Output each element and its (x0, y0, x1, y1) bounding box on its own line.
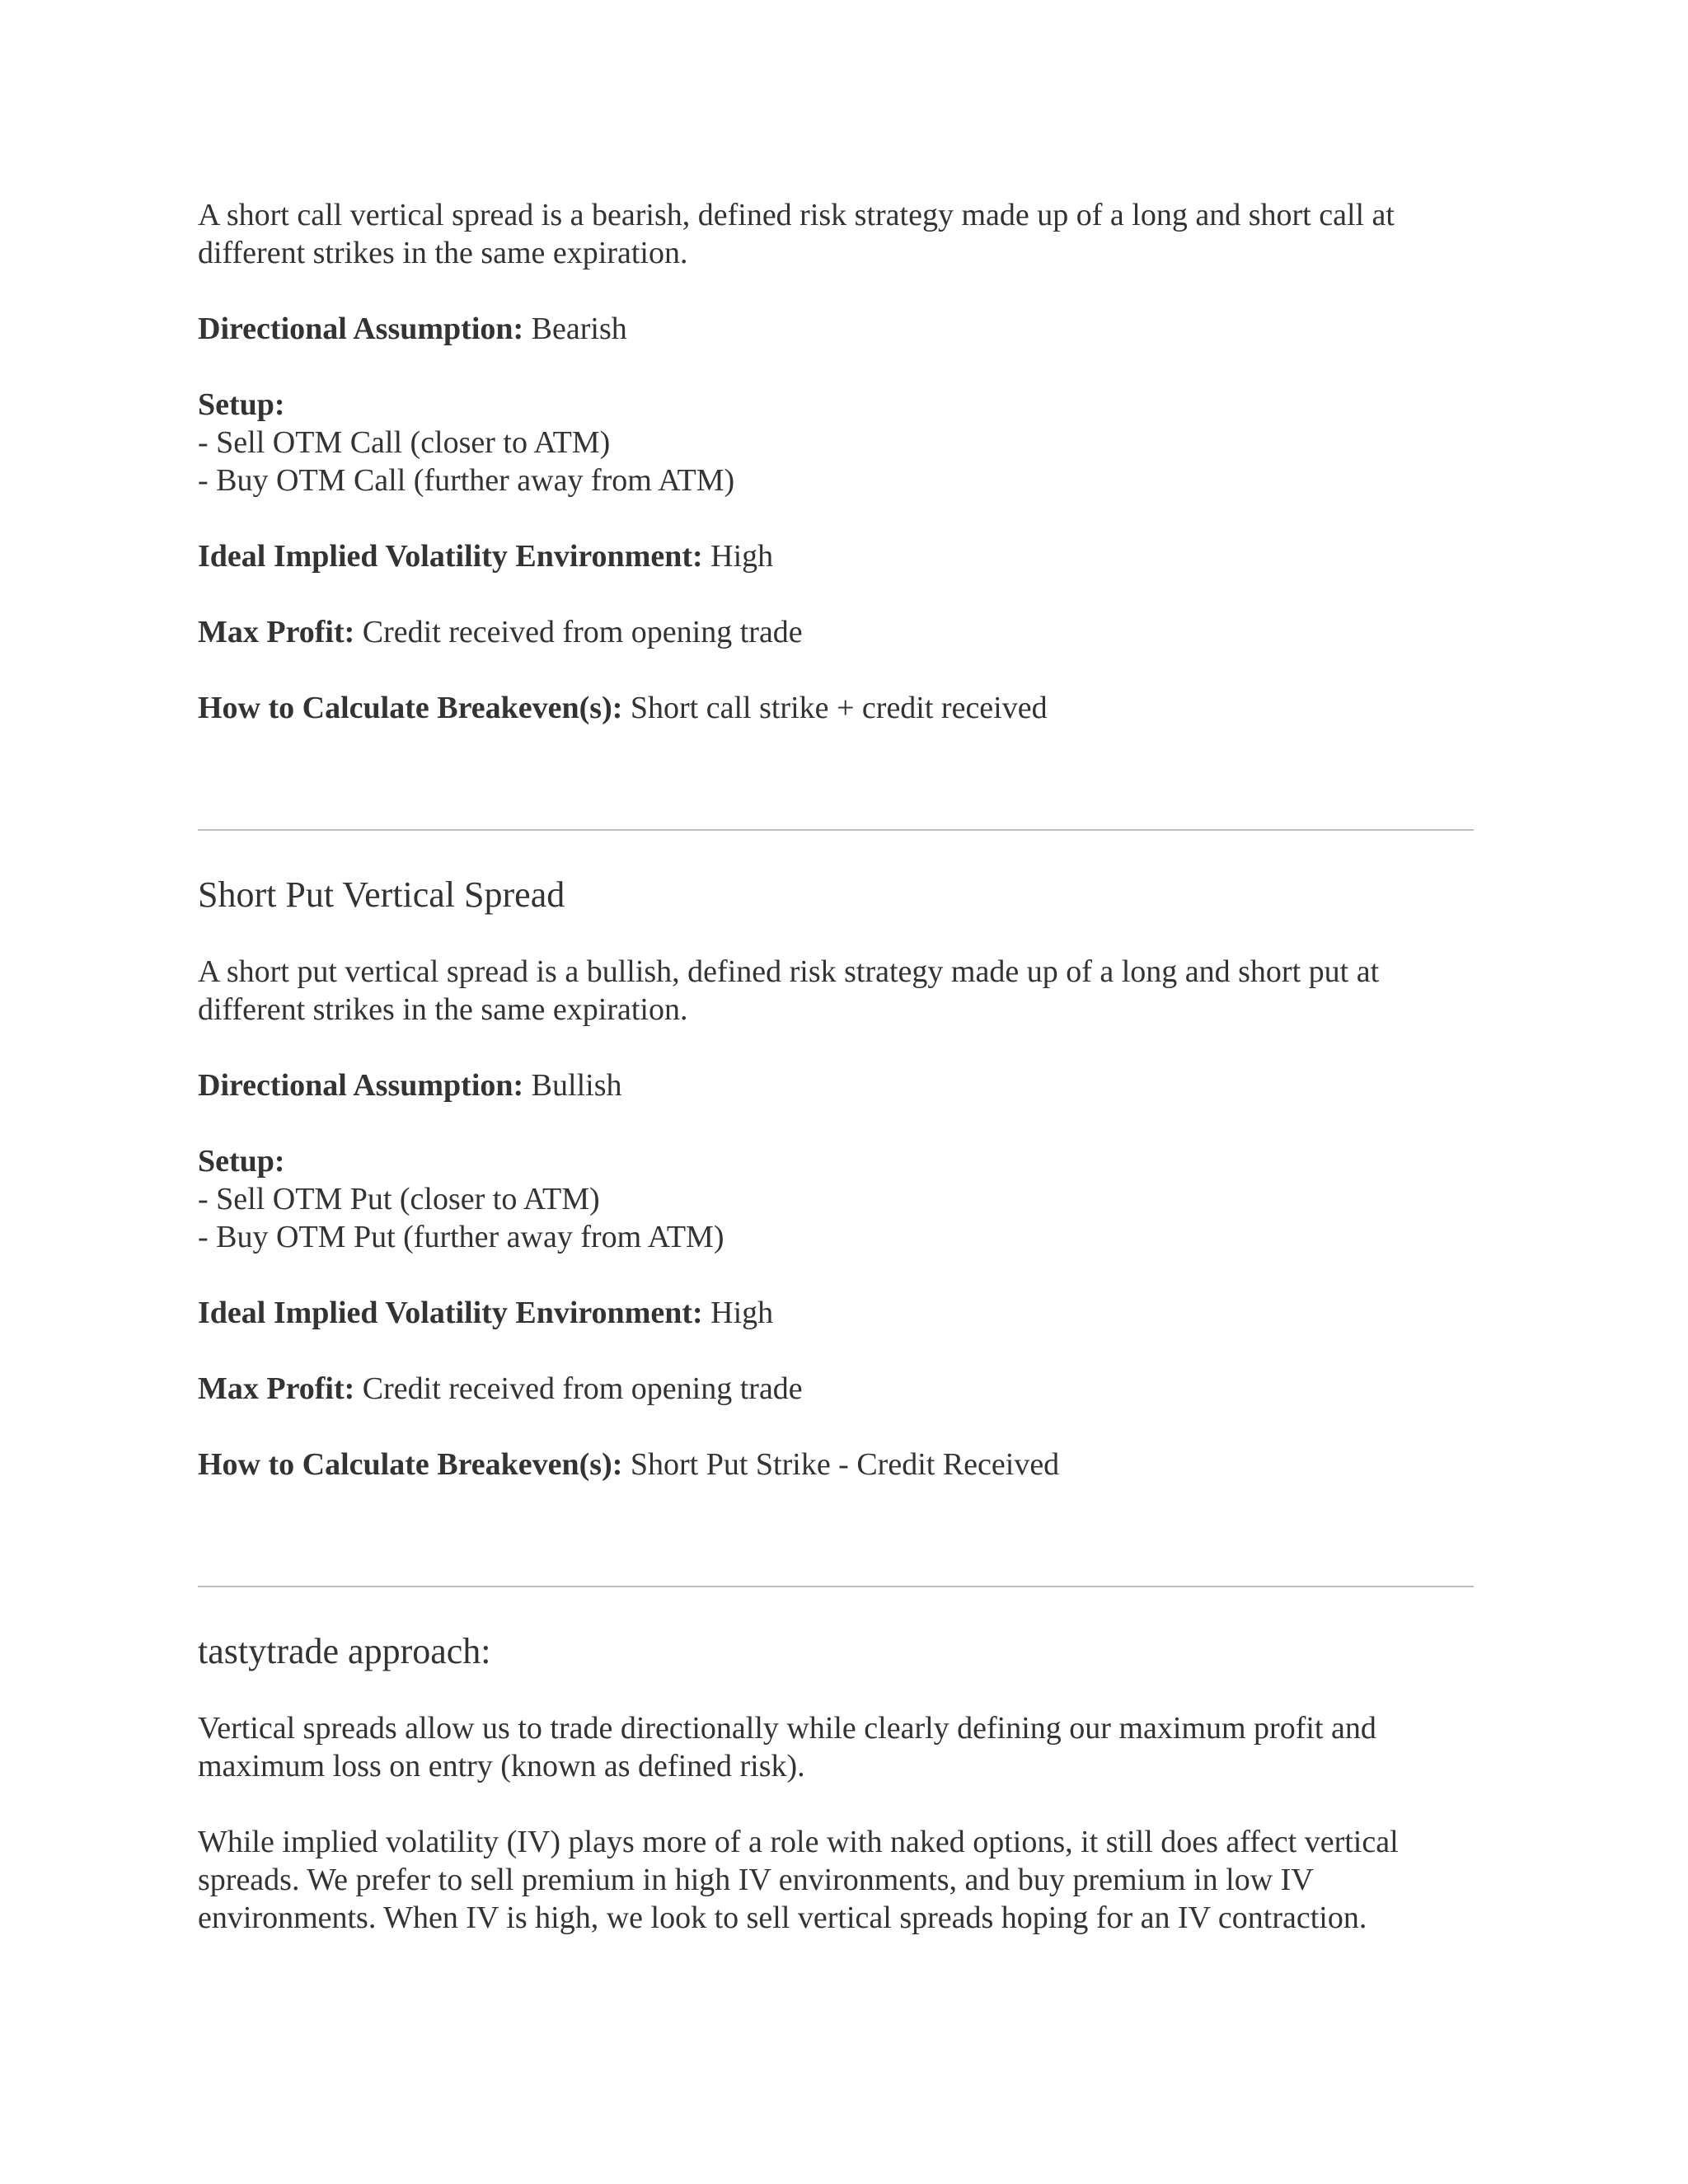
directional-assumption-row (198, 310, 1474, 348)
setup-item: - Buy OTM Call (further away from ATM) (198, 463, 735, 498)
approach-paragraph: While implied volatility (IV) plays more of a role with naked options, it still does affect vertical spreads. We prefer to sell premium in high IV environments, and buy premium in low IV environments. When IV is high, we look to sell vertical spreads hoping for an IV contraction. (198, 1825, 1399, 1935)
breakeven-row (198, 1446, 1474, 1483)
approach-paragraph: Vertical spreads allow us to trade directionally while clearly defining our maximum profit and maximum loss on entry (known as defined risk). (198, 1711, 1376, 1783)
directional-assumption-row (198, 1066, 1474, 1104)
max-profit-label: Max Profit: (198, 1371, 355, 1406)
document-body (198, 196, 1474, 1937)
breakeven-label: How to Calculate Breakeven(s): (198, 691, 623, 725)
setup-item: - Sell OTM Put (closer to ATM) (198, 1182, 600, 1216)
setup-label: Setup: (198, 387, 285, 422)
setup-item: - Sell OTM Call (closer to ATM) (198, 425, 611, 460)
breakeven-row (198, 689, 1474, 727)
breakeven-value: Short call strike + credit received (622, 691, 1048, 725)
setup-item: - Buy OTM Put (further away from ATM) (198, 1220, 724, 1254)
iv-environment-value: High (702, 1296, 774, 1330)
directional-assumption-value: Bearish (523, 312, 627, 346)
max-profit-row (198, 1370, 1474, 1408)
max-profit-row (198, 613, 1474, 651)
iv-environment-label: Ideal Implied Volatility Environment: (198, 1296, 703, 1330)
iv-environment-label: Ideal Implied Volatility Environment: (198, 539, 703, 574)
iv-environment-row (198, 1294, 1474, 1332)
directional-assumption-label: Directional Assumption: (198, 312, 524, 346)
directional-assumption-value: Bullish (523, 1068, 622, 1103)
breakeven-label: How to Calculate Breakeven(s): (198, 1447, 623, 1482)
max-profit-value: Credit received from opening trade (354, 615, 803, 649)
iv-environment-value: High (702, 539, 774, 574)
iv-environment-row (198, 537, 1474, 575)
max-profit-value: Credit received from opening trade (354, 1371, 803, 1406)
short-call-intro: A short call vertical spread is a bearish, defined risk strategy made up of a long and short call at different strikes in the same expiration. (198, 198, 1395, 270)
max-profit-label: Max Profit: (198, 615, 355, 649)
section-heading-tastytrade-approach: tastytrade approach: (198, 1631, 491, 1671)
short-put-intro: A short put vertical spread is a bullish, defined risk strategy made up of a long and short put at different strikes in the same expiration. (198, 954, 1380, 1027)
breakeven-value: Short Put Strike - Credit Received (622, 1447, 1060, 1482)
section-heading-short-put: Short Put Vertical Spread (198, 874, 565, 915)
directional-assumption-label: Directional Assumption: (198, 1068, 524, 1103)
setup-label: Setup: (198, 1144, 285, 1179)
